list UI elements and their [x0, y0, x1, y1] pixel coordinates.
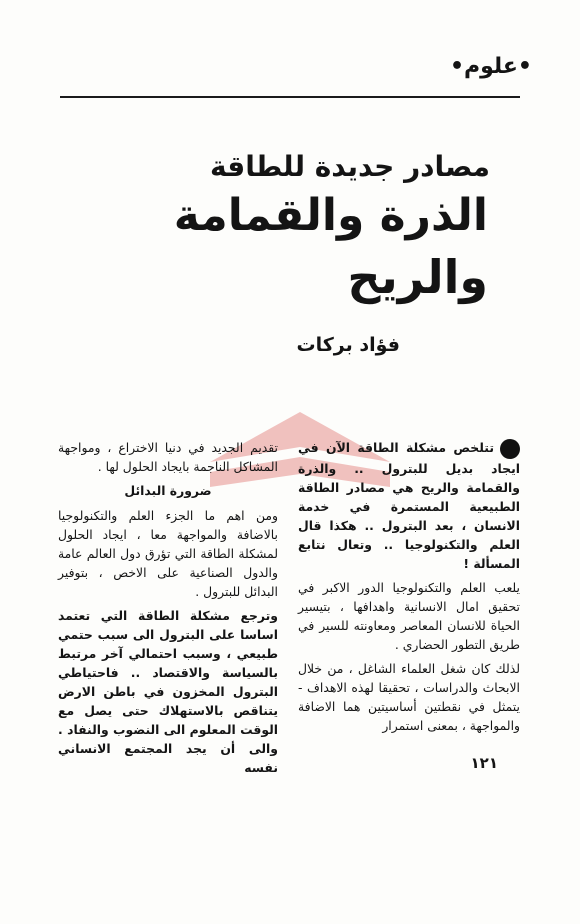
- article-title-line1: الذرة والقمامة: [173, 190, 488, 241]
- author-name: فؤاد بركات: [296, 334, 400, 356]
- header-rule: [60, 96, 520, 98]
- section-label: •علوم•: [449, 54, 532, 79]
- article-column-right: [298, 438, 520, 740]
- bullet-icon: [500, 439, 520, 459]
- body-paragraph-4: ومن اهم ما الجزء العلم والتكنولوجيا بالاضافة والمواجهة معا ، ايجاد الحلول لمشكلة الطاقة التي تؤرق دول العالم عامة والدول الصناعية على الاخص ، بتوفير البدائل للبترول .: [58, 508, 278, 599]
- article-title-line2: والريح: [347, 250, 488, 304]
- page-number: ١٢١: [470, 754, 498, 772]
- body-paragraph-1: يلعب العلم والتكنولوجيا الدور الاكبر في تحقيق امال الانسانية واهدافها ، بتيسير الحياة للانسان المعاصر ومعاونته للسير في طريق التطور الحضاري .: [298, 579, 520, 652]
- body-paragraph-2: لذلك كان شغل العلماء الشاغل ، من خلال الابحاث والدراسات ، تحقيقا لهذه الاهداف - يتمثل في نقطتين أساسيتين هما الاضافة والمواجهة ، بمعنى استمرار: [298, 660, 520, 733]
- body-paragraph-5: وترجع مشكلة الطاقة التي تعتمد اساسا على البترول الى سبب حتمي طبيعي ، وسبب احتمالي آخر مرتبط بالسياسة والاقتصاد .. فاحتياطي البترول المخزون في باطن الارض يتناقص بالاستهلاك حتى يصل مع الوقت المعلوم الى النضوب والنفاد . والى أن يجد المجتمع الانساني نفسه: [58, 608, 278, 775]
- body-paragraph-3: تقديم الجديد في دنيا الاختراع ، ومواجهة المشاكل الناجمة بايجاد الحلول لها .: [58, 440, 278, 474]
- article-subtitle: مصادر جديدة للطاقة: [209, 150, 490, 183]
- section-subheading: ضرورة البدائل: [124, 483, 212, 498]
- lead-paragraph: تتلخص مشكلة الطاقة الآن في ايجاد بديل للبترول .. والذرة والقمامة والريح هي مصادر الطاقة الطبيعية المستمرة في خدمة الانسان ، بعد البترول .. هكذا قال العلم والتكنولوجيا .. وتعال نتابع المسألة !: [298, 440, 520, 571]
- article-column-left: [58, 438, 278, 782]
